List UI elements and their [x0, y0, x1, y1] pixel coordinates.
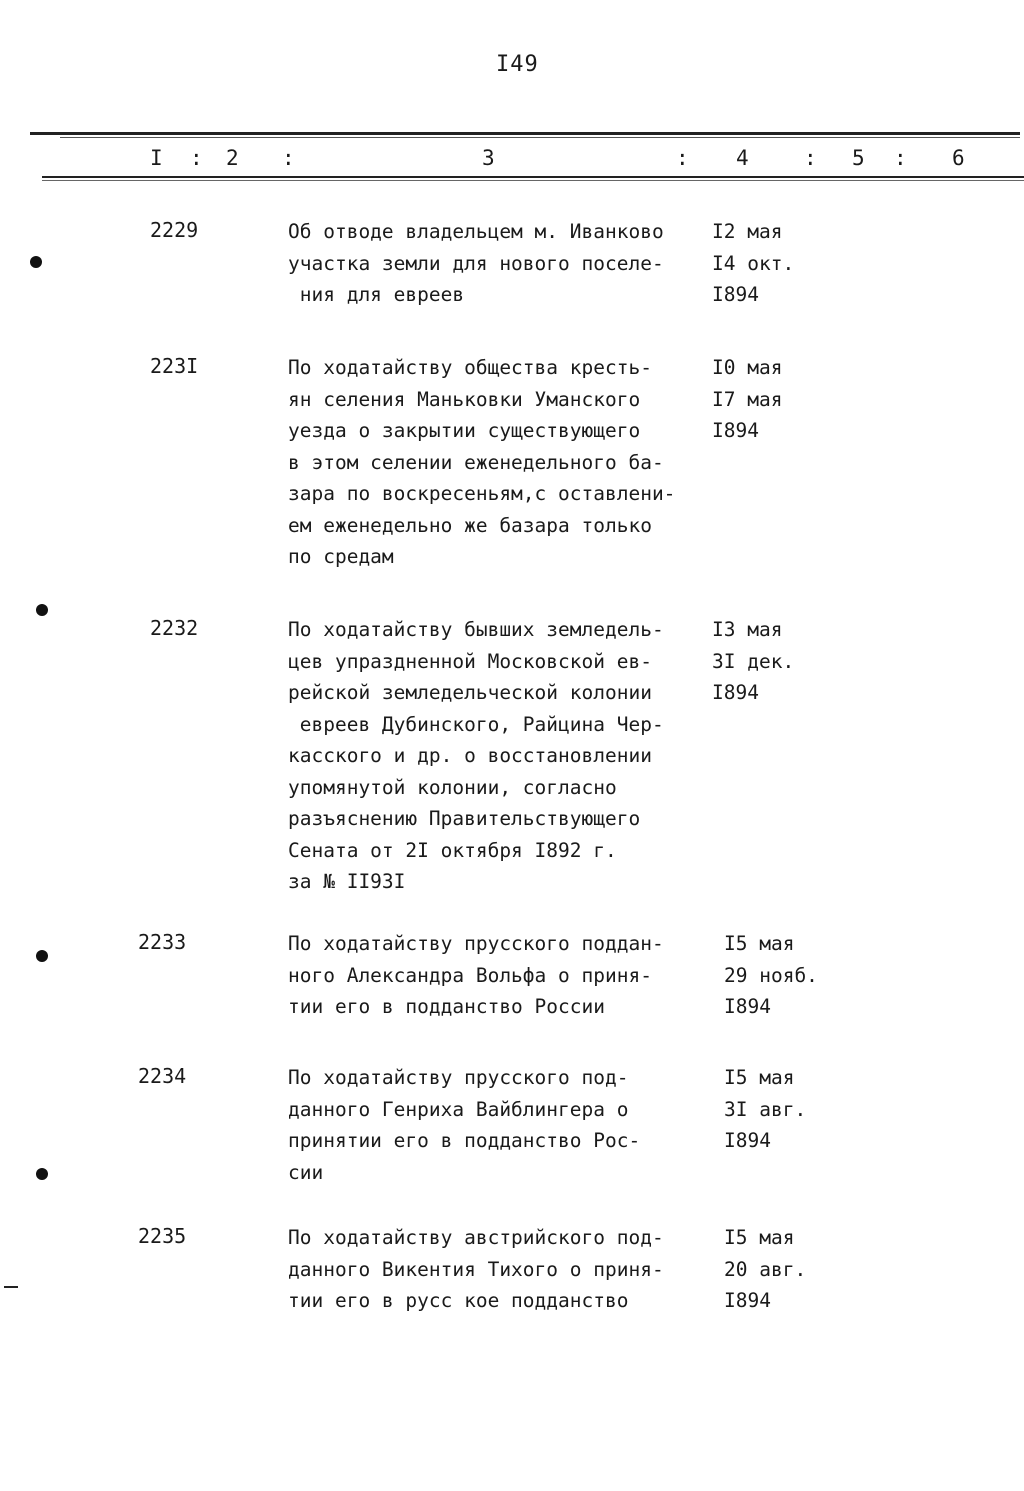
header-rule-bottom-thin [42, 180, 1024, 181]
entry-number: 2234 [138, 1064, 187, 1088]
entry-number: 223I [150, 354, 199, 378]
punch-hole [36, 604, 48, 616]
entry-description: По ходатайству австрийского под- данного Викентия Тихого о приня- тии его в русс кое подданство [288, 1226, 664, 1312]
column-header-1: I [150, 146, 163, 170]
page-number: I49 [496, 52, 539, 77]
entry-description: По ходатайству бывших земледель- цев упраздненной Московской ев- рейской земледельческой колонии евреев Дубинского, Райцина Чер- касского и др. о восстановлении упомянутой колонии, согласно разъяснению Правительствующего Сената от 2I октября I892 г. за № II93I [288, 618, 664, 893]
column-separator: : [676, 146, 689, 170]
column-separator: : [894, 146, 907, 170]
punch-hole [36, 1168, 48, 1180]
entry-dates: I5 мая 20 авг. I894 [724, 1226, 807, 1312]
punch-hole [36, 950, 48, 962]
column-separator: : [282, 146, 295, 170]
entry-description: По ходатайству прусского под- данного Генриха Вайблингера о принятии его в подданство Рос- сии [288, 1066, 641, 1184]
header-rule-bottom [42, 176, 1024, 178]
scan-mark [4, 1286, 18, 1288]
entry-number: 2229 [150, 218, 199, 242]
entry-description: Об отводе владельцем м. Иванково участка земли для нового поселе- ния для евреев [288, 220, 664, 306]
entry-description: По ходатайству общества кресть- ян селения Маньковки Уманского уезда о закрытии существующего в этом селении еженедельного ба- зара по воскресеньям,с оставлени- ем еженедельно же базара только по средам [288, 356, 676, 568]
column-header-6: 6 [952, 146, 965, 170]
column-header-2: 2 [226, 146, 239, 170]
entry-number: 2233 [138, 930, 187, 954]
header-rule-top-thin [60, 137, 1020, 138]
column-separator: : [190, 146, 203, 170]
column-separator: : [804, 146, 817, 170]
entry-description: По ходатайству прусского поддан- ного Александра Вольфа о приня- тии его в подданство России [288, 932, 664, 1018]
column-header-4: 4 [736, 146, 749, 170]
entry-dates: I0 мая I7 мая I894 [712, 356, 783, 442]
entry-dates: I3 мая 3I дек. I894 [712, 618, 795, 704]
header-rule-top [30, 132, 1020, 135]
column-header-5: 5 [852, 146, 865, 170]
entry-number: 2232 [150, 616, 199, 640]
entry-dates: I5 мая 3I авг. I894 [724, 1066, 807, 1152]
entry-dates: I5 мая 29 нояб. I894 [724, 932, 818, 1018]
punch-hole [30, 256, 42, 268]
column-header-3: 3 [482, 146, 495, 170]
entry-dates: I2 мая I4 окт. I894 [712, 220, 795, 306]
entry-number: 2235 [138, 1224, 187, 1248]
